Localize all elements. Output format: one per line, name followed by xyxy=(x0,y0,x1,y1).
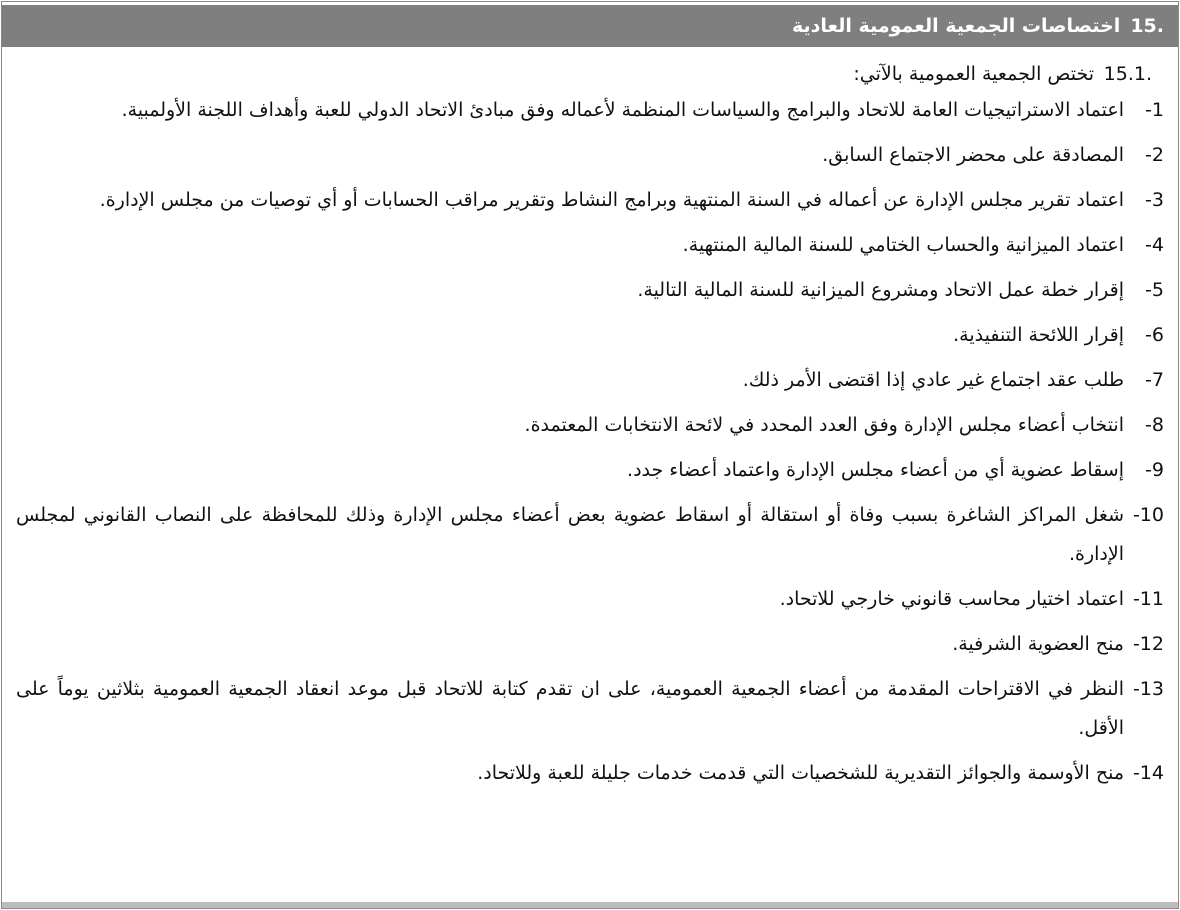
item-text: اعتماد تقرير مجلس الإدارة عن أعماله في السنة المنتهية وبرامج النشاط وتقرير مراقب الحسابات أو أي توصيات من مجلس الإدارة. xyxy=(99,189,1124,211)
item-number: -7 xyxy=(1145,369,1164,391)
item-text: طلب عقد اجتماع غير عادي إذا اقتضى الأمر ذلك. xyxy=(742,369,1124,391)
list-item xyxy=(16,580,1164,619)
list-item xyxy=(16,316,1164,355)
list-item xyxy=(16,670,1164,748)
item-text: إقرار اللائحة التنفيذية. xyxy=(953,324,1124,346)
list-item xyxy=(16,226,1164,265)
item-number: -12 xyxy=(1132,633,1164,655)
list-item xyxy=(16,136,1164,175)
section-number: .15 xyxy=(1130,15,1164,37)
subsection-line xyxy=(16,57,1164,91)
list-item xyxy=(16,754,1164,793)
item-number: -4 xyxy=(1145,234,1164,256)
section-body xyxy=(2,47,1178,793)
bottom-divider xyxy=(2,902,1178,908)
list-item xyxy=(16,271,1164,310)
section-header xyxy=(2,5,1178,47)
document-page xyxy=(1,1,1179,909)
item-number: -9 xyxy=(1145,459,1164,481)
list-item xyxy=(16,406,1164,445)
list-item xyxy=(16,496,1164,574)
item-text: انتخاب أعضاء مجلس الإدارة وفق العدد المحدد في لائحة الانتخابات المعتمدة. xyxy=(524,414,1124,436)
list-item xyxy=(16,91,1164,130)
item-text: شغل المراكز الشاغرة بسبب وفاة أو استقالة أو اسقاط عضوية بعض أعضاء مجلس الإدارة وذلك للمحافظة على النصاب القانوني لمجلس الإدارة. xyxy=(16,504,1124,565)
list-item xyxy=(16,181,1164,220)
item-text: منح العضوية الشرفية. xyxy=(952,633,1124,655)
list-item xyxy=(16,361,1164,400)
item-text: اعتماد اختيار محاسب قانوني خارجي للاتحاد. xyxy=(779,588,1124,610)
item-number: -14 xyxy=(1132,762,1164,784)
item-text: منح الأوسمة والجوائز التقديرية للشخصيات التي قدمت خدمات جليلة للعبة وللاتحاد. xyxy=(477,762,1124,784)
list-item xyxy=(16,451,1164,490)
section-title: اختصاصات الجمعية العمومية العادية xyxy=(792,15,1121,37)
item-number: -2 xyxy=(1145,144,1164,166)
item-text: اعتماد الميزانية والحساب الختامي للسنة المالية المنتهية. xyxy=(682,234,1124,256)
item-number: -8 xyxy=(1145,414,1164,436)
subsection-intro: تختص الجمعية العمومية بالآتي: xyxy=(853,63,1094,85)
item-text: إقرار خطة عمل الاتحاد ومشروع الميزانية للسنة المالية التالية. xyxy=(637,279,1124,301)
item-number: -5 xyxy=(1145,279,1164,301)
item-text: إسقاط عضوية أي من أعضاء مجلس الإدارة واعتماد أعضاء جدد. xyxy=(627,459,1124,481)
item-number: -1 xyxy=(1145,99,1164,121)
item-text: اعتماد الاستراتيجيات العامة للاتحاد والبرامج والسياسات المنظمة لأعماله وفق مبادئ الاتحاد الدولي للعبة وأهداف اللجنة الأولمبية. xyxy=(121,99,1124,121)
item-number: -3 xyxy=(1145,189,1164,211)
item-number: -10 xyxy=(1132,504,1164,526)
item-text: المصادقة على محضر الاجتماع السابق. xyxy=(822,144,1124,166)
list-item xyxy=(16,625,1164,664)
item-number: -13 xyxy=(1132,678,1164,700)
subsection-number: .15.1 xyxy=(1103,63,1152,85)
item-number: -6 xyxy=(1145,324,1164,346)
item-number: -11 xyxy=(1132,588,1164,610)
item-text: النظر في الاقتراحات المقدمة من أعضاء الجمعية العمومية، على ان تقدم كتابة للاتحاد قبل موعد انعقاد الجمعية العمومية بثلاثين يوماً على الأقل. xyxy=(16,678,1124,739)
